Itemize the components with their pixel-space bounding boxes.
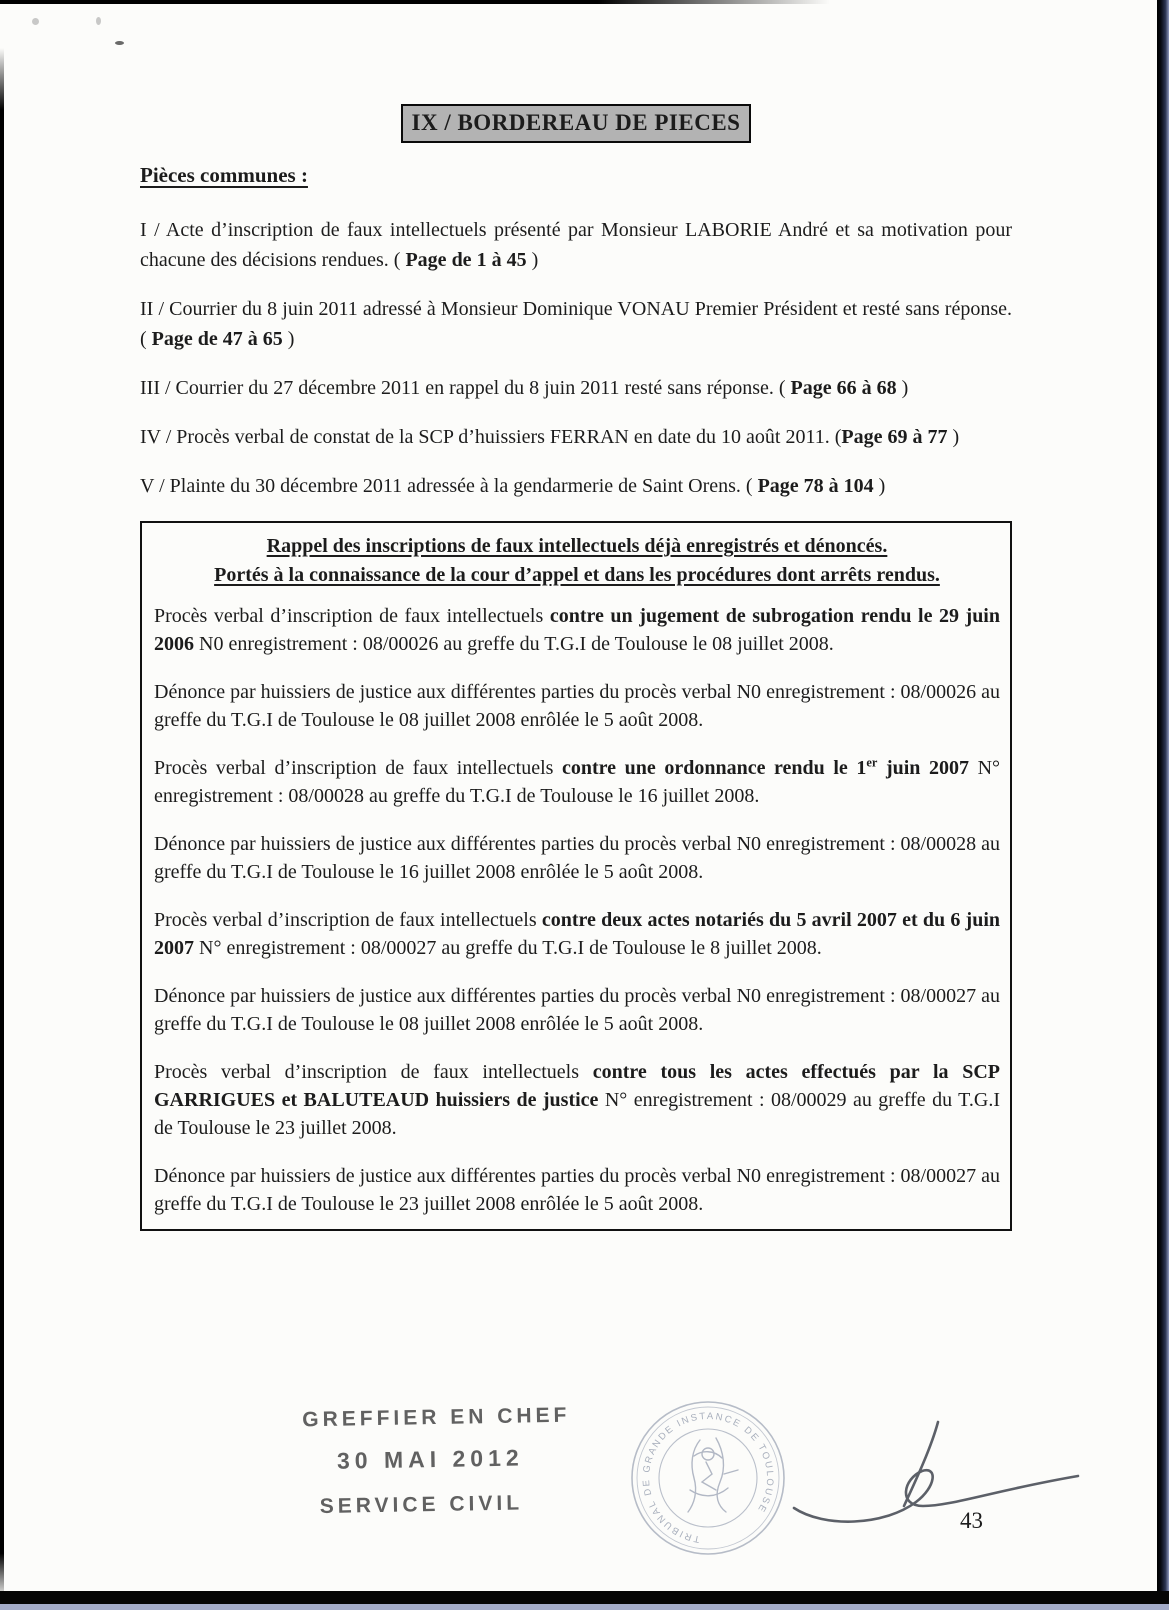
- seal-text: TRIBUNAL DE GRANDE INSTANCE DE TOULOUSE: [640, 1410, 776, 1545]
- stamp-date: 30 MAI 2012: [336, 1444, 524, 1474]
- section-heading: Pièces communes :: [140, 163, 308, 187]
- recap-paragraph: Dénonce par huissiers de justice aux différentes parties du procès verbal N0 enregistrement : 08/00027 au greffe du T.G.I de Toulouse le 23 juillet 2008 enrôlée le 5 août 2008.: [154, 1165, 1000, 1215]
- piece-item: II / Courrier du 8 juin 2011 adressé à Monsieur Dominique VONAU Premier Président et resté sans réponse. ( Page de 47 à 65 ): [140, 298, 1012, 350]
- recap-paragraphs: [154, 602, 1000, 1218]
- piece-item: I / Acte d’inscription de faux intellectuels présenté par Monsieur LABORIE André et sa motivation pour chacune des décisions rendues. ( Page de 1 à 45 ): [140, 219, 1012, 271]
- recap-heading-line1: Rappel des inscriptions de faux intellectuels déjà enregistrés et dénoncés.: [266, 535, 888, 557]
- scan-edge-bottom: [0, 1591, 1169, 1604]
- piece-item: V / Plainte du 30 décembre 2011 adressée à la gendarmerie de Saint Orens. ( Page 78 à 104 ): [140, 475, 886, 497]
- recap-paragraph: Dénonce par huissiers de justice aux différentes parties du procès verbal N0 enregistrement : 08/00027 au greffe du T.G.I de Toulouse le 08 juillet 2008 enrôlée le 5 août 2008.: [154, 985, 1000, 1035]
- recap-heading: [154, 532, 1000, 590]
- recap-paragraph: Procès verbal d’inscription de faux intellectuels contre un jugement de subrogation rendu le 29 juin 2006 N0 enregistrement : 08/00026 au greffe du T.G.I de Toulouse le 08 juillet 2008.: [154, 605, 1000, 655]
- title-row: [140, 104, 1012, 143]
- recap-paragraph: Procès verbal d’inscription de faux intellectuels contre tous les actes effectués par la SCP GARRIGUES et BALUTEAUD huissiers de justice N° enregistrement : 08/00029 au greffe du T.G.I de Toulouse le 23 juillet 2008.: [154, 1061, 1001, 1139]
- scan-edge-bottom-blue: [0, 1604, 1169, 1610]
- signature: [786, 1416, 1086, 1526]
- piece-item: III / Courrier du 27 décembre 2011 en rappel du 8 juin 2011 resté sans réponse. ( Page 66 à 68 ): [140, 377, 909, 399]
- recap-box: [140, 521, 1012, 1231]
- page-number: 43: [960, 1508, 983, 1533]
- piece-item: IV / Procès verbal de constat de la SCP d’huissiers FERRAN en date du 10 août 2011. (Page 69 à 77 ): [140, 426, 960, 448]
- stamp-service: SERVICE CIVIL: [319, 1491, 524, 1519]
- recap-paragraph: Procès verbal d’inscription de faux intellectuels contre une ordonnance rendu le 1er juin 2007 N° enregistrement : 08/00028 au greffe du T.G.I de Toulouse le 16 juillet 2008.: [154, 755, 1001, 807]
- recap-paragraph: Procès verbal d’inscription de faux intellectuels contre deux actes notariés du 5 avril 2007 et du 6 juin 2007 N° enregistrement : 08/00027 au greffe du T.G.I de Toulouse le 8 juillet 2008.: [154, 909, 1000, 959]
- recap-paragraph: Dénonce par huissiers de justice aux différentes parties du procès verbal N0 enregistrement : 08/00026 au greffe du T.G.I de Toulouse le 08 juillet 2008 enrôlée le 5 août 2008.: [154, 681, 1000, 731]
- recap-paragraph: Dénonce par huissiers de justice aux différentes parties du procès verbal N0 enregistrement : 08/00028 au greffe du T.G.I de Toulouse le 16 juillet 2008 enrôlée le 5 août 2008.: [154, 833, 1000, 883]
- pieces-list: [140, 215, 1012, 501]
- court-seal: [628, 1398, 788, 1558]
- stamp-title: GREFFIER EN CHEF: [302, 1403, 571, 1432]
- registrar-stamp: [302, 1404, 572, 1520]
- recap-heading-line2: Portés à la connaissance de la cour d’appel et dans les procédures dont arrêts rendus.: [214, 564, 940, 586]
- document-title: IX / BORDEREAU DE PIECES: [401, 104, 752, 143]
- seal-emblem: [688, 1438, 738, 1512]
